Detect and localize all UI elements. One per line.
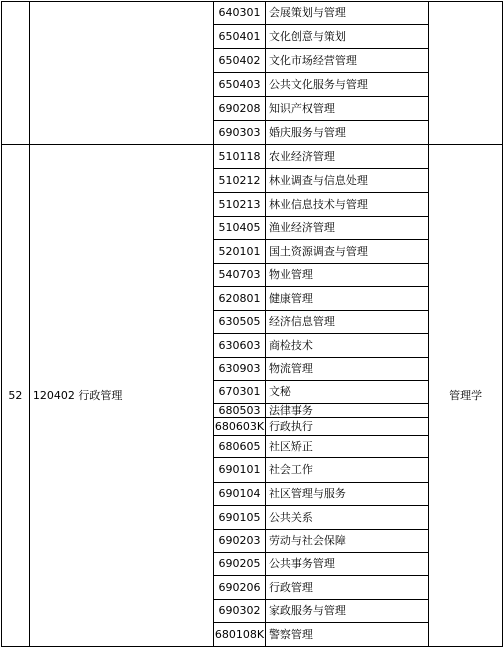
table-row xyxy=(2,2,503,25)
vocational-name-cell: 劳动与社会保障 xyxy=(265,530,428,553)
vocational-code-cell: 510118 xyxy=(213,145,265,169)
vocational-name-cell: 警察管理 xyxy=(265,623,428,647)
vocational-name-cell: 公共文化服务与管理 xyxy=(265,73,428,97)
row-number-cell: 52 xyxy=(2,145,30,647)
vocational-code-cell: 690104 xyxy=(213,483,265,506)
vocational-name-cell: 经济信息管理 xyxy=(265,311,428,334)
vocational-name-cell: 公共关系 xyxy=(265,506,428,530)
vocational-name-cell: 文化市场经营管理 xyxy=(265,49,428,73)
vocational-name-cell: 文秘 xyxy=(265,381,428,404)
vocational-code-cell: 520101 xyxy=(213,240,265,264)
vocational-code-cell: 690208 xyxy=(213,97,265,121)
vocational-code-cell: 680108K xyxy=(213,623,265,647)
vocational-name-cell: 林业调查与信息处理 xyxy=(265,169,428,193)
vocational-name-cell: 渔业经济管理 xyxy=(265,217,428,240)
vocational-name-cell: 公共事务管理 xyxy=(265,553,428,576)
vocational-name-cell: 商检技术 xyxy=(265,334,428,358)
vocational-code-cell: 690303 xyxy=(213,121,265,145)
vocational-code-cell: 680603K xyxy=(213,418,265,436)
vocational-name-cell: 家政服务与管理 xyxy=(265,600,428,623)
vocational-name-cell: 社区矫正 xyxy=(265,436,428,458)
vocational-code-cell: 680605 xyxy=(213,436,265,458)
vocational-code-cell: 650402 xyxy=(213,49,265,73)
vocational-code-cell: 690206 xyxy=(213,576,265,600)
vocational-name-cell: 行政管理 xyxy=(265,576,428,600)
vocational-code-cell: 670301 xyxy=(213,381,265,404)
vocational-name-cell: 物流管理 xyxy=(265,358,428,381)
vocational-code-cell: 510405 xyxy=(213,217,265,240)
majors-table-body xyxy=(2,2,503,647)
vocational-code-cell: 640301 xyxy=(213,2,265,25)
vocational-code-cell: 510212 xyxy=(213,169,265,193)
discipline-category-cell: 管理学 xyxy=(429,145,503,647)
vocational-name-cell: 物业管理 xyxy=(265,264,428,287)
vocational-name-cell: 农业经济管理 xyxy=(265,145,428,169)
vocational-name-cell: 行政执行 xyxy=(265,418,428,436)
vocational-name-cell: 法律事务 xyxy=(265,404,428,418)
vocational-name-cell: 会展策划与管理 xyxy=(265,2,428,25)
vocational-code-cell: 650401 xyxy=(213,25,265,49)
vocational-code-cell: 690205 xyxy=(213,553,265,576)
undergrad-major-cell xyxy=(29,2,213,145)
vocational-name-cell: 国土资源调查与管理 xyxy=(265,240,428,264)
vocational-code-cell: 620801 xyxy=(213,287,265,311)
vocational-code-cell: 650403 xyxy=(213,73,265,97)
vocational-code-cell: 690302 xyxy=(213,600,265,623)
undergrad-major-cell: 120402 行政管理 xyxy=(29,145,213,647)
vocational-code-cell: 510213 xyxy=(213,193,265,217)
vocational-name-cell: 知识产权管理 xyxy=(265,97,428,121)
vocational-name-cell: 婚庆服务与管理 xyxy=(265,121,428,145)
vocational-name-cell: 健康管理 xyxy=(265,287,428,311)
vocational-name-cell: 林业信息技术与管理 xyxy=(265,193,428,217)
vocational-code-cell: 630505 xyxy=(213,311,265,334)
row-number-cell xyxy=(2,2,30,145)
vocational-code-cell: 630603 xyxy=(213,334,265,358)
vocational-name-cell: 文化创意与策划 xyxy=(265,25,428,49)
table-row xyxy=(2,145,503,169)
vocational-name-cell: 社会工作 xyxy=(265,458,428,483)
vocational-code-cell: 690203 xyxy=(213,530,265,553)
vocational-code-cell: 630903 xyxy=(213,358,265,381)
majors-table xyxy=(1,1,503,647)
vocational-code-cell: 540703 xyxy=(213,264,265,287)
vocational-code-cell: 680503 xyxy=(213,404,265,418)
discipline-category-cell xyxy=(429,2,503,145)
vocational-name-cell: 社区管理与服务 xyxy=(265,483,428,506)
vocational-code-cell: 690105 xyxy=(213,506,265,530)
vocational-code-cell: 690101 xyxy=(213,458,265,483)
